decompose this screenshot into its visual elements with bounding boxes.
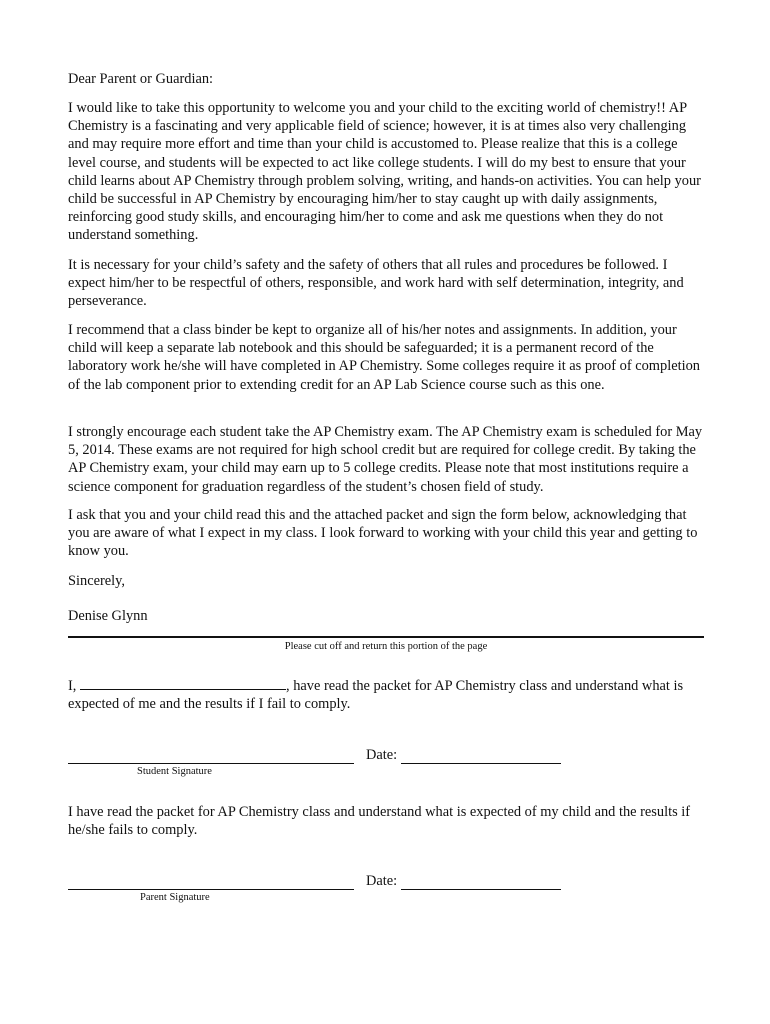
- student-ack-suffix: , have read the packet for AP Chemistry class and understand what is expected of me and the results if I fail to comply.: [68, 678, 684, 713]
- paragraph-welcome: I would like to take this opportunity to welcome you and your child to the exciting world of chemistry!! AP Chemistry is a fascinating and very applicable field of science; however, it is at times also very challenging and may require more effort and time than your child is accustomed to. Please realize that this is a college level course, and students will be expected to act like college students. I will do my best to ensure that your child learns about AP Chemistry through problem solving, writing, and hands-on activities. You can help your child be successful in AP Chemistry by encouraging him/her to stay caught up with daily assignments, reinforcing good study skills, and encouraging him/her to come and ask me questions when they do not understand something.: [68, 100, 701, 244]
- student-ack-prefix: I,: [68, 678, 77, 694]
- cut-line-divider: [68, 636, 704, 638]
- student-signature-caption: Student Signature: [137, 766, 212, 777]
- letter-greeting: Dear Parent or Guardian:: [68, 71, 214, 87]
- student-date-label: Date:: [366, 747, 398, 763]
- student-date-line[interactable]: [401, 763, 561, 764]
- paragraph-request: I ask that you and your child read this and the attached packet and sign the form below, acknowledging that you are aware of what I expect in my class. I look forward to working with your child this year and getting to know you.: [68, 507, 698, 560]
- letter-closing: Sincerely,: [68, 573, 126, 589]
- letter-signer: Denise Glynn: [68, 608, 148, 624]
- paragraph-binder: I recommend that a class binder be kept to organize all of his/her notes and assignments. In addition, your child will keep a separate lab notebook and this should be safeguarded; it is a permanent record of the laboratory work he/she will have completed in AP Chemistry. Some colleges require it as proof of completion of the lab component prior to extending credit for an AP Lab Science course such as this one.: [68, 322, 700, 393]
- parent-signature-line[interactable]: [68, 889, 354, 890]
- cut-note: Please cut off and return this portion of the page: [284, 641, 488, 652]
- student-signature-line[interactable]: [68, 763, 354, 764]
- paragraph-exam: I strongly encourage each student take the AP Chemistry exam. The AP Chemistry exam is scheduled for May 5, 2014. These exams are not required for high school credit but are required for college credit. By taking the AP Chemistry exam, your child may earn up to 5 college credits. Please note that most institutions require a science component for graduation regardless of the student’s chosen field of study.: [68, 424, 703, 495]
- parent-acknowledgement: I have read the packet for AP Chemistry class and understand what is expected of my child and the results if he/she fails to comply.: [68, 804, 691, 839]
- parent-date-line[interactable]: [401, 889, 561, 890]
- paragraph-safety: It is necessary for your child’s safety and the safety of others that all rules and procedures be followed. I expect him/her to be respectful of others, responsible, and work hard with self determination, integrity, and perseverance.: [68, 257, 684, 310]
- parent-date-label: Date:: [366, 873, 398, 889]
- student-acknowledgement: [68, 677, 708, 713]
- student-name-blank[interactable]: [80, 677, 286, 690]
- parent-signature-caption: Parent Signature: [140, 892, 210, 903]
